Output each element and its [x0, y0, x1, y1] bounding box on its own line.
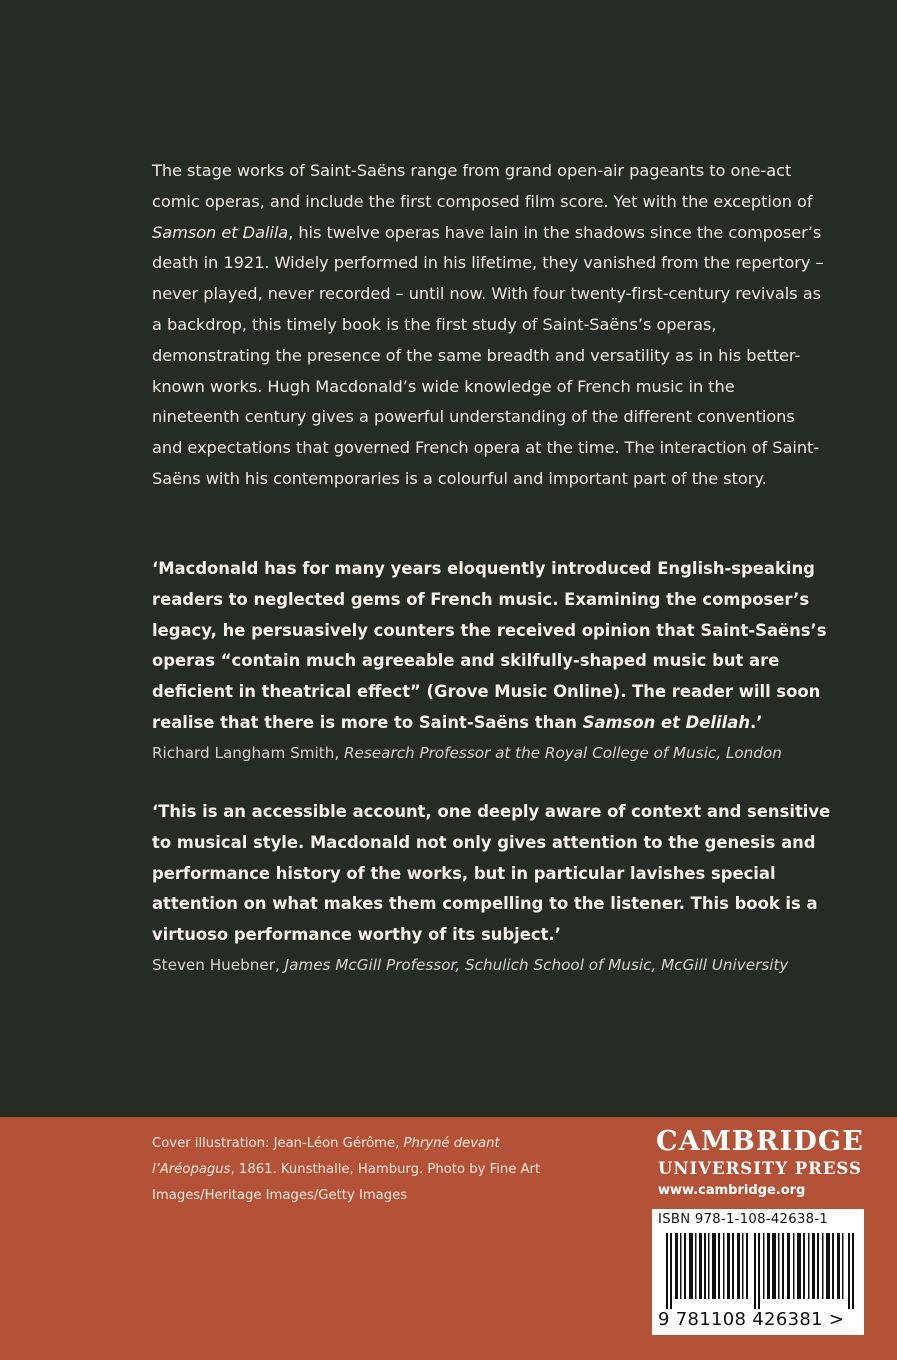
- quote-2-text: ‘This is an accessible account, one deeply aware of context and sensitive to musical style. Macdonald not only gives attention to the genesis and performance history of the works, but in particular lavishes special attention on what makes them compelling to the listener. This book is a virtuoso performance worthy of its subject.’: [152, 802, 831, 945]
- publisher-name: CAMBRIDGE: [656, 1126, 865, 1157]
- isbn-barcode: [652, 1209, 864, 1335]
- credit-prefix: Cover illustration: Jean-Léon Gérôme,: [152, 1136, 404, 1151]
- description-text-1: The stage works of Saint-Saëns range from grand open-air pageants to one-act comic operas, and include the first composed film score. Yet with the exception of: [152, 161, 813, 211]
- cover-credit: [152, 1131, 552, 1209]
- publisher-url[interactable]: www.cambridge.org: [658, 1183, 806, 1198]
- quote-1-text: ‘Macdonald has for many years eloquently introduced English-speaking readers to neglected gems of French music. Examining the composer’s legacy, he persuasively counters the received opinion that Saint-Saëns’s operas “contain much agreeable and skilfully-shaped music but are deficient in theatrical effect” (Grove Music Online). The reader will soon realise that there is more to Saint-Saëns than: [152, 559, 827, 732]
- publisher-subname: UNIVERSITY PRESS: [658, 1159, 862, 1178]
- footer-band: [0, 1117, 897, 1360]
- barcode-bars: [666, 1233, 854, 1309]
- credit-suffix: , 1861. Kunsthalle, Hamburg. Photo by Fine Art Images/Heritage Images/Getty Images: [152, 1162, 541, 1203]
- description-text-2: , his twelve operas have lain in the shadows since the composer’s death in 1921. Widely performed in his lifetime, they vanished from the repertory – never played, never recorded – until now. With four twenty-first-century revivals as a backdrop, this timely book is the first study of Saint-Saëns’s operas, demonstrating the presence of the same breadth and versatility as in his better-known works. Hugh Macdonald’s wide knowledge of French music in the nineteenth century gives a powerful understanding of the different conventions and expectations that governed French opera at the time. The interaction of Saint-Saëns with his contemporaries is a colourful and important part of the story.: [152, 222, 824, 488]
- review-attribution-2: [152, 953, 842, 977]
- quote-1-end: .’: [750, 712, 763, 732]
- quote-2-role: James McGill Professor, Schulich School of Music, McGill University: [284, 956, 789, 974]
- quote-1-italic: Samson et Delilah: [582, 712, 750, 732]
- description-title: Samson et Dalila: [152, 222, 289, 242]
- quote-2-author: Steven Huebner,: [152, 956, 285, 974]
- quote-1-author: Richard Langham Smith,: [152, 744, 344, 762]
- review-quote-1: [152, 554, 832, 739]
- publisher-logo: [656, 1125, 866, 1198]
- credit-title: Phryné devant l’Aréopagus: [152, 1136, 500, 1177]
- barcode-digits: 9 781108 426381 >: [658, 1309, 845, 1330]
- book-description: [152, 156, 824, 495]
- review-attribution-1: [152, 741, 842, 765]
- isbn-label: ISBN 978-1-108-42638-1: [658, 1212, 829, 1227]
- quote-1-role: Research Professor at the Royal College of Music, London: [343, 744, 782, 762]
- review-quote-2: [152, 797, 832, 951]
